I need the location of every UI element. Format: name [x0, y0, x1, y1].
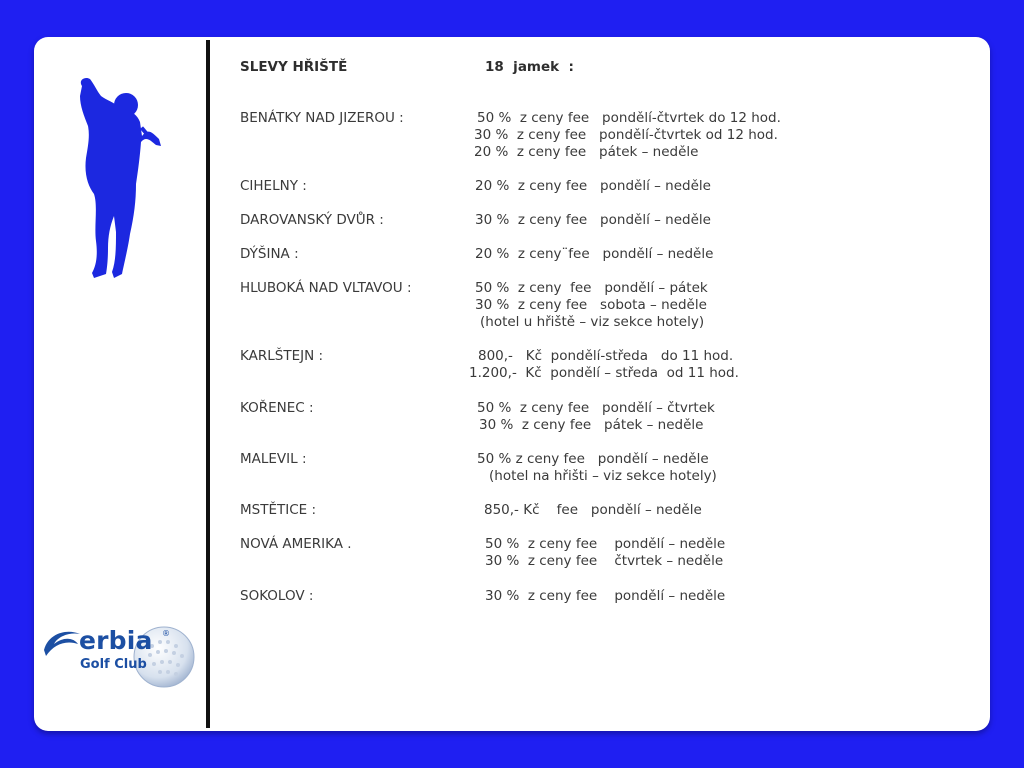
page-title: SLEVY HŘIŠTĚ [240, 59, 348, 75]
course-discount-line: 30 % z ceny fee pátek – neděle [479, 417, 704, 433]
course-discount-line: 30 % z ceny fee pondělí – neděle [475, 212, 711, 228]
holes-heading: 18 jamek : [485, 59, 574, 75]
course-discount-line: 50 % z ceny fee pondělí – pátek [475, 280, 708, 296]
course-discount-line: 30 % z ceny fee čtvrtek – neděle [485, 553, 724, 569]
course-name: DÝŠINA : [240, 246, 299, 262]
course-discount-line: 50 % z ceny fee pondělí-čtvrtek do 12 hod. [477, 110, 781, 126]
course-name: HLUBOKÁ NAD VLTAVOU : [240, 280, 412, 296]
course-name: NOVÁ AMERIKA . [240, 536, 352, 552]
course-discount-line: 1.200,- Kč pondělí – středa od 11 hod. [469, 365, 739, 381]
course-discount-line: 50 % z ceny fee pondělí – neděle [477, 451, 709, 467]
course-discount-line: 50 % z ceny fee pondělí – neděle [485, 536, 726, 552]
course-discount-line: 800,- Kč pondělí-středa do 11 hod. [478, 348, 734, 364]
course-note: (hotel na hřišti – viz sekce hotely) [489, 468, 717, 484]
logo-subtitle: Golf Club [80, 657, 147, 672]
course-discount-line: 850,- Kč fee pondělí – neděle [484, 502, 702, 518]
course-name: BENÁTKY NAD JIZEROU : [240, 110, 404, 126]
logo-registered-mark: ® [162, 629, 170, 638]
course-name: CIHELNY : [240, 178, 307, 194]
course-name: KARLŠTEJN : [240, 348, 324, 364]
logo-wordmark: erbia [79, 626, 153, 655]
course-discount-line: 50 % z ceny fee pondělí – čtvrtek [477, 400, 715, 416]
course-name: SOKOLOV : [240, 588, 314, 604]
course-discount-line: 30 % z ceny fee pondělí – neděle [485, 588, 726, 604]
course-name: MSTĚTICE : [240, 502, 317, 518]
course-discount-line: 30 % z ceny fee sobota – neděle [475, 297, 707, 313]
course-discount-line: 30 % z ceny fee pondělí-čtvrtek od 12 hod. [474, 127, 778, 143]
course-discount-line: 20 % z ceny fee pátek – neděle [474, 144, 699, 160]
course-name: DAROVANSKÝ DVŮR : [240, 212, 384, 228]
course-discount-line: 20 % z ceny¨fee pondělí – neděle [475, 246, 714, 262]
course-name: MALEVIL : [240, 451, 307, 467]
course-discount-line: 20 % z ceny fee pondělí – neděle [475, 178, 711, 194]
course-note: (hotel u hřiště – viz sekce hotely) [480, 314, 705, 330]
course-name: KOŘENEC : [240, 400, 314, 416]
